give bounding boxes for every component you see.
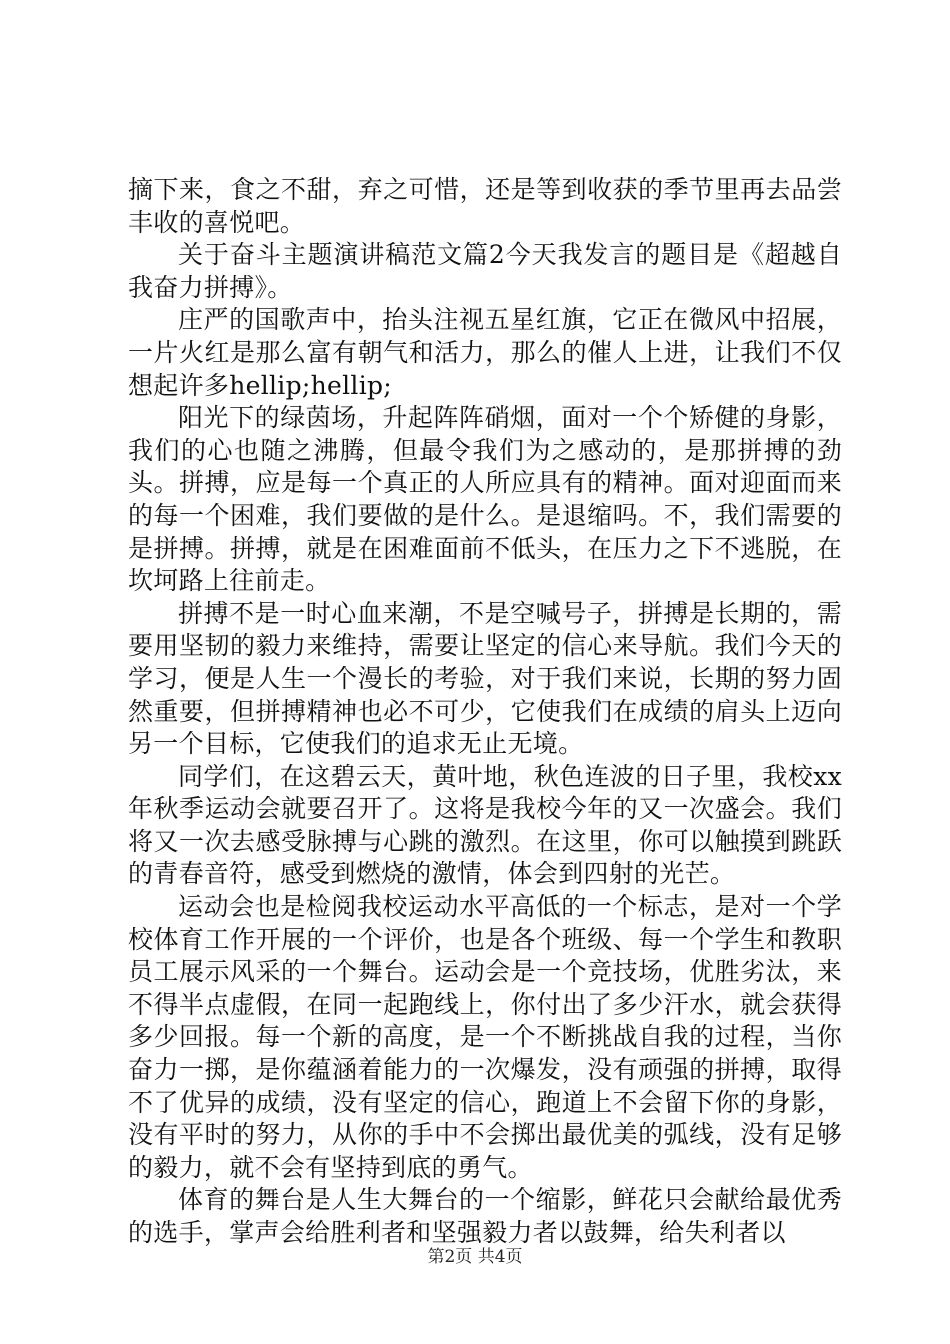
paragraph-3: 庄严的国歌声中，抬头注视五星红旗，它正在微风中招展，一片火红是那么富有朝气和活力，那么的催人上进，让我们不仅想起许多hellip;hellip; [128,305,842,400]
document-body [128,174,842,1250]
page-number-footer: 第2页 共4页 [427,1247,523,1267]
paragraph-2: 关于奋斗主题演讲稿范文篇2今天我发言的题目是《超越自我奋力拼搏》。 [128,240,842,302]
paragraph-1: 摘下来，食之不甜，弃之可惜，还是等到收获的季节里再去品尝丰收的喜悦吧。 [128,175,842,237]
paragraph-6: 同学们，在这碧云天，黄叶地，秋色连波的日子里，我校xx年秋季运动会就要召开了。这将是我校今年的又一次盛会。我们将又一次去感受脉搏与心跳的激烈。在这里，你可以触摸到跳跃的青春音符，感受到燃烧的激情，体会到四射的光芒。 [128,761,842,889]
paragraph-4: 阳光下的绿茵场，升起阵阵硝烟，面对一个个矫健的身影，我们的心也随之沸腾，但最令我们为之感动的，是那拼搏的劲头。拼搏，应是每一个真正的人所应具有的精神。面对迎面而来的每一个困难，我们要做的是什么。是退缩吗。不，我们需要的是拼搏。拼搏，就是在困难面前不低头，在压力之下不逃脱，在坎坷路上往前走。 [128,403,842,596]
paragraph-7: 运动会也是检阅我校运动水平高低的一个标志，是对一个学校体育工作开展的一个评价，也是各个班级、每一个学生和教职员工展示风采的一个舞台。运动会是一个竞技场，优胜劣汰，来不得半点虚假，在同一起跑线上，你付出了多少汗水，就会获得多少回报。每一个新的高度，是一个不断挑战自我的过程，当你奋力一掷，是你蕴涵着能力的一次爆发，没有顽强的拼搏，取得不了优异的成绩，没有坚定的信心，跑道上不会留下你的身影，没有平时的努力，从你的手中不会掷出最优美的弧线，没有足够的毅力，就不会有坚持到底的勇气。 [128,892,842,1182]
paragraph-5: 拼搏不是一时心血来潮，不是空喊号子，拼搏是长期的，需要用坚韧的毅力来维持，需要让坚定的信心来导航。我们今天的学习，便是人生一个漫长的考验，对于我们来说，长期的努力固然重要，但拼搏精神也必不可少，它使我们在成绩的肩头上迈向另一个目标，它使我们的追求无止无境。 [128,598,842,759]
paragraph-8: 体育的舞台是人生大舞台的一个缩影，鲜花只会献给最优秀的选手，掌声会给胜利者和坚强毅力者以鼓舞，给失利者以 [128,1185,842,1247]
